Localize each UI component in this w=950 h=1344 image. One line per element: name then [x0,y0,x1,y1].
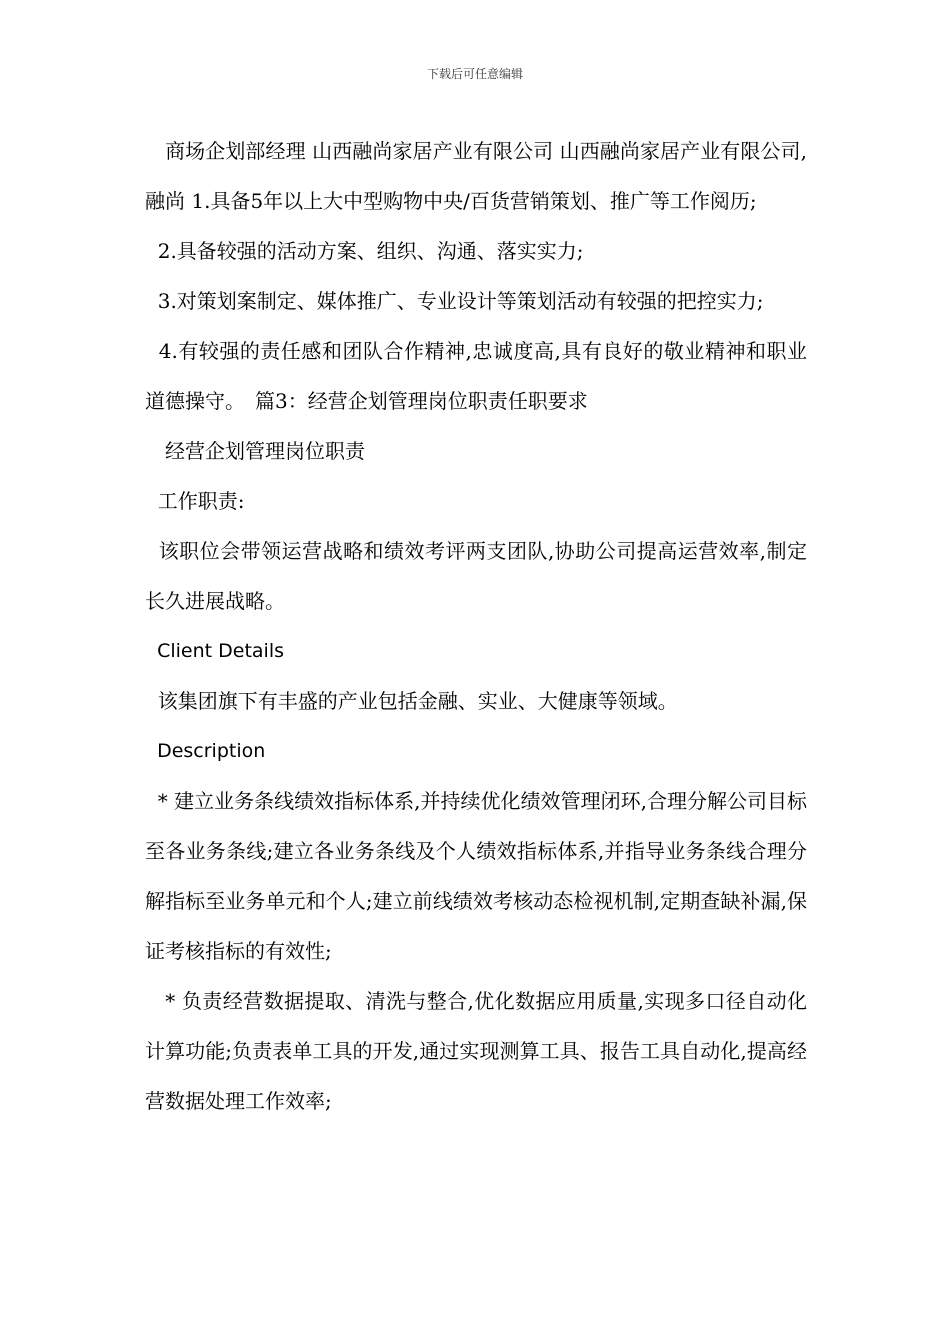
section-title: 经营企划管理岗位职责 [145,439,365,463]
paragraph-marketing-manager: 商场企划部经理 山西融尚家居产业有限公司 山西融尚家居产业有限公司,融尚 1.具备5年以上大中型购物中央/百货营销策划、推广等工作阅历; [145,139,807,213]
paragraph-role-summary: 该职位会带领运营战略和绩效考评两支团队,协助公司提高运营效率,制定长久进展战略。 [145,539,807,613]
document-body [145,126,807,1126]
paragraph-requirement-4: 4.有较强的责任感和团队合作精神,忠诚度高,具有良好的敬业精神和职业道德操守。 篇3：经营企划管理岗位职责任职要求 [145,339,807,413]
description-heading: Description [145,740,266,762]
paragraph-duty-data: * 负责经营数据提取、清洗与整合,优化数据应用质量,实现多口径自动化计算功能;负责表单工具的开发,通过实现测算工具、报告工具自动化,提高经营数据处理工作效率; [145,989,807,1113]
paragraph-requirement-3: 3.对策划案制定、媒体推广、专业设计等策划活动有较强的把控实力; [145,289,764,313]
page-header: 下载后可任意编辑 [426,67,523,81]
client-details-heading: Client Details [145,640,284,662]
paragraph-client-details: 该集团旗下有丰盛的产业包括金融、实业、大健康等领域。 [145,689,678,713]
paragraph-duty-performance: * 建立业务条线绩效指标体系,并持续优化绩效管理闭环,合理分解公司目标至各业务条线;建立各业务条线及个人绩效指标体系,并指导业务条线合理分解指标至业务单元和个人;建立前线绩效考核动态检视机制,定期查缺补漏,保证考核指标的有效性; [145,789,807,963]
duties-label: 工作职责: [145,489,245,513]
paragraph-requirement-2: 2.具备较强的活动方案、组织、沟通、落实实力; [145,239,584,263]
